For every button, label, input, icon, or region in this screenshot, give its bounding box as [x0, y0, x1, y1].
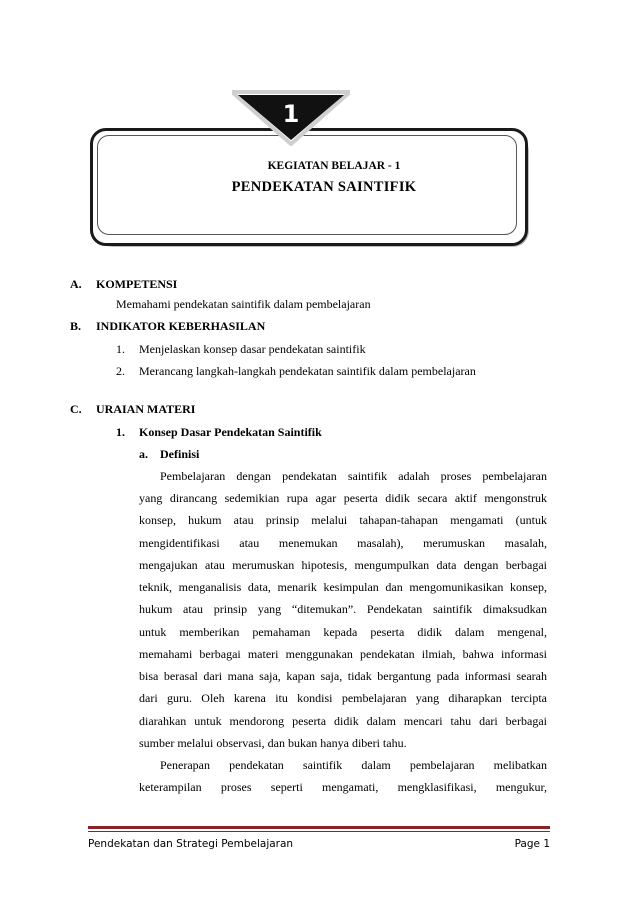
paragraph-line: teknik, menganalisis data, menarik kesimpulan dan mengomunikasikan konsep, — [139, 580, 547, 594]
section-a-text: Memahami pendekatan saintifik dalam pembelajaran — [116, 297, 371, 311]
chapter-number: 1 — [282, 100, 300, 128]
paragraph-line: keterampilan proses seperti mengamati, mengklasifikasi, mengukur, — [139, 780, 547, 794]
page-title: PENDEKATAN SAINTIFIK — [231, 179, 417, 195]
paragraph-line: konsep, hukum atau prinsip melalui tahapan-tahapan mengamati (untuk — [139, 513, 547, 527]
paragraph-line: diarahkan untuk mendorong peserta didik dalam mencari tahu dari berbagai — [139, 714, 547, 728]
section-b-marker: B. — [70, 319, 82, 333]
paragraph-line: memahami berbagai materi menggunakan pendekatan ilmiah, bahwa informasi — [139, 647, 547, 661]
paragraph-line: mengidentifikasi atau menemukan masalah), merumuskan masalah, — [139, 536, 547, 550]
paragraph-line: Penerapan pendekatan saintifik dalam pembelajaran melibatkan — [160, 758, 547, 772]
section-b-heading: INDIKATOR KEBERHASILAN — [96, 319, 266, 333]
paragraph-line: hukum atau prinsip yang “ditemukan”. Pendekatan saintifik dimaksudkan — [139, 602, 547, 616]
page-number: Page 1 — [514, 838, 550, 850]
paragraph-line: dari guru. Oleh karena itu kondisi pembelajaran yang diharapkan tercipta — [139, 691, 547, 705]
subsection-heading: Konsep Dasar Pendekatan Saintifik — [139, 425, 322, 439]
section-c-marker: C. — [70, 402, 82, 416]
subsubsection-heading: Definisi — [160, 447, 200, 461]
activity-label: KEGIATAN BELAJAR - 1 — [267, 160, 401, 172]
paragraph-line: sumber melalui observasi, dan bukan hanya diberi tahu. — [139, 736, 407, 750]
paragraph-line: Pembelajaran dengan pendekatan saintifik adalah proses pembelajaran — [160, 469, 547, 483]
footer-title: Pendekatan dan Strategi Pembelajaran — [88, 838, 294, 850]
list-item: Menjelaskan konsep dasar pendekatan saintifik — [139, 342, 366, 356]
section-a-heading: KOMPETENSI — [96, 277, 178, 291]
list-item-number: 1. — [116, 342, 125, 356]
paragraph-line: yang dirancang sedemikian rupa agar peserta didik secara aktif mengonstruk — [139, 491, 547, 505]
section-c-heading: URAIAN MATERI — [96, 402, 196, 416]
chapter-badge — [232, 90, 350, 146]
paragraph-line: mengajukan atau merumuskan hipotesis, mengumpulkan data dengan berbagai — [139, 558, 547, 572]
footer-divider — [88, 826, 550, 829]
section-a-marker: A. — [70, 277, 82, 291]
paragraph-line: bisa berasal dari mana saja, kapan saja, tidak bergantung pada informasi searah — [139, 669, 547, 683]
list-item-number: 2. — [116, 364, 125, 378]
footer-divider-thin — [88, 831, 550, 832]
subsection-number: 1. — [116, 425, 125, 439]
subsubsection-letter: a. — [139, 447, 148, 461]
paragraph-line: untuk memberikan pemahaman kepada peserta didik dalam mengenal, — [139, 625, 547, 639]
list-item: Merancang langkah-langkah pendekatan saintifik dalam pembelajaran — [139, 364, 476, 378]
